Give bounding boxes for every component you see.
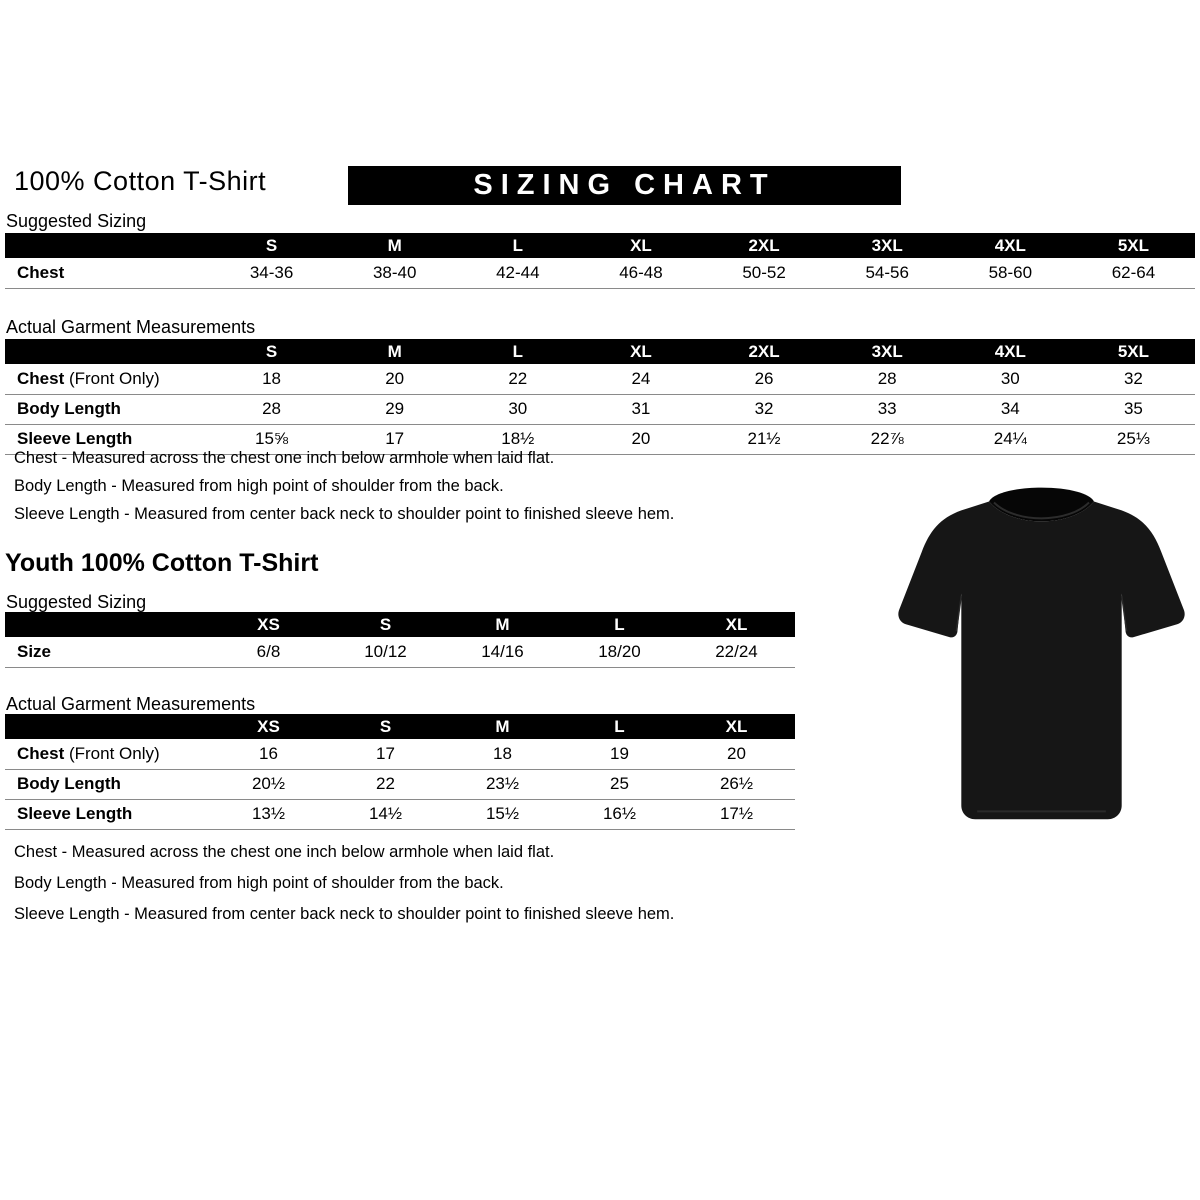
- measurement-value: 20½: [210, 769, 327, 799]
- measurement-row: [5, 769, 795, 799]
- measurement-value: 62-64: [1072, 258, 1195, 288]
- youth-suggested-sizing-label: Suggested Sizing: [6, 592, 147, 612]
- measurement-value: 22⅞: [826, 424, 949, 454]
- measurement-row: [5, 637, 795, 667]
- measurement-note: Sleeve Length - Measured from center back neck to shoulder point to finished sleeve hem.: [14, 905, 675, 923]
- measurement-value: 18: [444, 739, 561, 769]
- measurement-value: 35: [1072, 394, 1195, 424]
- adult-measurement-notes: [14, 449, 814, 533]
- row-label: Sleeve Length: [5, 799, 210, 829]
- measurement-value: 19: [561, 739, 678, 769]
- size-column-header: 2XL: [703, 233, 826, 258]
- size-column-header: 5XL: [1072, 233, 1195, 258]
- header-spacer-cell: [5, 612, 210, 637]
- measurement-value: 24¼: [949, 424, 1072, 454]
- size-column-header: S: [327, 612, 444, 637]
- size-column-header: M: [333, 339, 456, 364]
- size-column-header: L: [456, 339, 579, 364]
- measurement-value: 18/20: [561, 637, 678, 667]
- row-label: Chest (Front Only): [5, 739, 210, 769]
- size-column-header: 5XL: [1072, 339, 1195, 364]
- measurement-row: [5, 739, 795, 769]
- size-column-header: M: [444, 612, 561, 637]
- size-column-header: L: [456, 233, 579, 258]
- measurement-value: 13½: [210, 799, 327, 829]
- measurement-value: 17: [327, 739, 444, 769]
- measurement-value: 20: [678, 739, 795, 769]
- measurement-value: 14½: [327, 799, 444, 829]
- measurement-value: 17½: [678, 799, 795, 829]
- size-column-header: M: [444, 714, 561, 739]
- measurement-value: 28: [210, 394, 333, 424]
- size-header-row: [5, 233, 1195, 258]
- size-column-header: S: [327, 714, 444, 739]
- measurement-value: 25: [561, 769, 678, 799]
- adult-suggested-sizing-label: Suggested Sizing: [6, 211, 147, 231]
- measurement-value: 26: [703, 364, 826, 394]
- measurement-value: 6/8: [210, 637, 327, 667]
- size-header-row: [5, 714, 795, 739]
- measurement-note: Body Length - Measured from high point of shoulder from the back.: [14, 874, 504, 892]
- measurement-value: 34: [949, 394, 1072, 424]
- measurement-value: 22: [456, 364, 579, 394]
- adult-suggested-table-container: [5, 233, 1195, 289]
- measurement-value: 34-36: [210, 258, 333, 288]
- youth-measurement-notes: [14, 843, 814, 936]
- measurement-value: 14/16: [444, 637, 561, 667]
- measurement-value: 33: [826, 394, 949, 424]
- size-column-header: 4XL: [949, 233, 1072, 258]
- size-column-header: 4XL: [949, 339, 1072, 364]
- youth-section-title: Youth 100% Cotton T-Shirt: [5, 549, 319, 577]
- measurement-value: 18½: [456, 424, 579, 454]
- measurement-value: 23½: [444, 769, 561, 799]
- tshirt-image: [893, 476, 1190, 824]
- size-column-header: 3XL: [826, 339, 949, 364]
- measurement-value: 21½: [703, 424, 826, 454]
- adult-actual-table: [5, 339, 1195, 455]
- size-column-header: XL: [579, 339, 702, 364]
- youth-actual-table: [5, 714, 795, 830]
- size-column-header: M: [333, 233, 456, 258]
- size-column-header: 3XL: [826, 233, 949, 258]
- row-label: Sleeve Length: [5, 424, 210, 454]
- tshirt-silhouette: [893, 476, 1190, 824]
- adult-suggested-table: [5, 233, 1195, 289]
- measurement-note: Body Length - Measured from high point of shoulder from the back.: [14, 477, 504, 495]
- size-column-header: S: [210, 233, 333, 258]
- measurement-value: 15⅝: [210, 424, 333, 454]
- adult-actual-table-container: [5, 339, 1195, 455]
- measurement-value: 54-56: [826, 258, 949, 288]
- measurement-value: 24: [579, 364, 702, 394]
- measurement-value: 30: [949, 364, 1072, 394]
- row-label: Body Length: [5, 394, 210, 424]
- row-label: Body Length: [5, 769, 210, 799]
- size-column-header: S: [210, 339, 333, 364]
- measurement-value: 32: [1072, 364, 1195, 394]
- header-spacer-cell: [5, 233, 210, 258]
- measurement-value: 20: [579, 424, 702, 454]
- measurement-value: 42-44: [456, 258, 579, 288]
- measurement-note: Chest - Measured across the chest one inch below armhole when laid flat.: [14, 843, 555, 861]
- measurement-value: 31: [579, 394, 702, 424]
- measurement-value: 32: [703, 394, 826, 424]
- sizing-chart-banner: SIZING CHART: [348, 166, 901, 205]
- adult-actual-measurements-label: Actual Garment Measurements: [6, 317, 256, 337]
- measurement-note: Sleeve Length - Measured from center back neck to shoulder point to finished sleeve hem.: [14, 505, 675, 523]
- youth-actual-measurements-label: Actual Garment Measurements: [6, 694, 256, 714]
- size-column-header: XL: [678, 714, 795, 739]
- measurement-note: Chest - Measured across the chest one inch below armhole when laid flat.: [14, 449, 555, 467]
- measurement-value: 10/12: [327, 637, 444, 667]
- size-column-header: XL: [678, 612, 795, 637]
- measurement-value: 22/24: [678, 637, 795, 667]
- header-spacer-cell: [5, 339, 210, 364]
- youth-actual-table-container: [5, 714, 795, 830]
- measurement-value: 50-52: [703, 258, 826, 288]
- measurement-row: [5, 364, 1195, 394]
- measurement-value: 18: [210, 364, 333, 394]
- measurement-value: 30: [456, 394, 579, 424]
- size-column-header: L: [561, 714, 678, 739]
- measurement-value: 16: [210, 739, 327, 769]
- size-column-header: L: [561, 612, 678, 637]
- size-header-row: [5, 612, 795, 637]
- measurement-value: 20: [333, 364, 456, 394]
- measurement-value: 26½: [678, 769, 795, 799]
- youth-suggested-table: [5, 612, 795, 668]
- page-title: 100% Cotton T-Shirt: [14, 166, 267, 196]
- header-spacer-cell: [5, 714, 210, 739]
- measurement-row: [5, 799, 795, 829]
- size-header-row: [5, 339, 1195, 364]
- row-label: Chest (Front Only): [5, 364, 210, 394]
- size-column-header: 2XL: [703, 339, 826, 364]
- measurement-row: [5, 258, 1195, 288]
- measurement-value: 28: [826, 364, 949, 394]
- measurement-value: 16½: [561, 799, 678, 829]
- measurement-value: 25⅓: [1072, 424, 1195, 454]
- measurement-value: 15½: [444, 799, 561, 829]
- measurement-value: 22: [327, 769, 444, 799]
- measurement-value: 58-60: [949, 258, 1072, 288]
- youth-suggested-table-container: [5, 612, 795, 668]
- measurement-value: 17: [333, 424, 456, 454]
- row-label: Size: [5, 637, 210, 667]
- row-label: Chest: [5, 258, 210, 288]
- size-column-header: XL: [579, 233, 702, 258]
- size-column-header: XS: [210, 612, 327, 637]
- measurement-value: 46-48: [579, 258, 702, 288]
- measurement-row: [5, 394, 1195, 424]
- measurement-value: 38-40: [333, 258, 456, 288]
- size-column-header: XS: [210, 714, 327, 739]
- measurement-value: 29: [333, 394, 456, 424]
